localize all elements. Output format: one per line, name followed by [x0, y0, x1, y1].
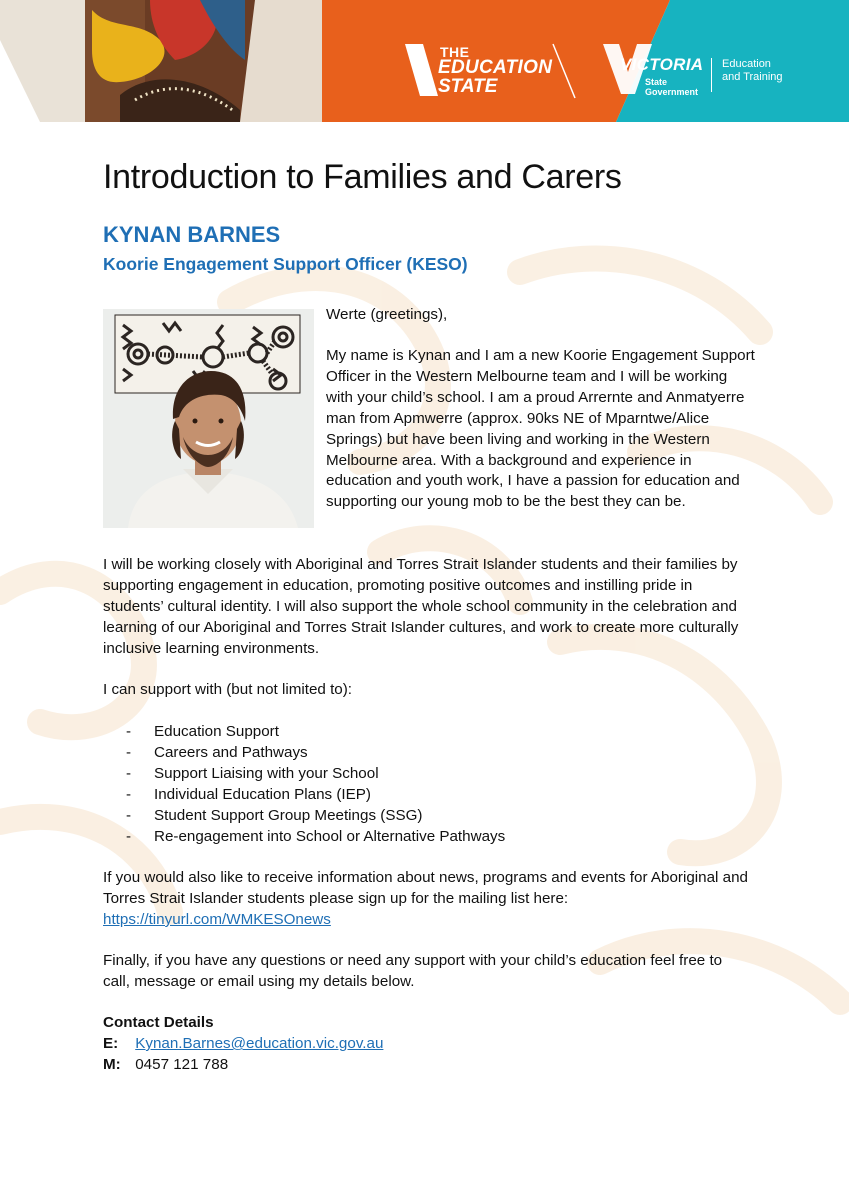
support-lead-text: I can support with (but not limited to):: [103, 681, 353, 698]
victoria-government-text: Government: [645, 87, 699, 97]
list-item: [126, 827, 505, 848]
contact-heading: Contact Details: [103, 1014, 214, 1031]
email-link[interactable]: Kynan.Barnes@education.vic.gov.au: [135, 1035, 384, 1052]
support-list: [126, 722, 505, 847]
list-item: [126, 722, 505, 743]
list-item-label: Education Support: [154, 723, 279, 740]
header-banner: [0, 0, 849, 122]
profile-photo-illustration: [103, 309, 314, 528]
victoria-logo-text: VICTORIA: [620, 55, 704, 74]
list-item: [126, 743, 505, 764]
list-item: [126, 785, 505, 806]
mailing-list-link[interactable]: https://tinyurl.com/WMKESOnews: [103, 910, 331, 928]
education-state-education: EDUCATION: [438, 57, 553, 78]
list-item: [126, 806, 505, 827]
list-item: [126, 764, 505, 785]
news-paragraph: [103, 868, 753, 931]
list-item-label: Student Support Group Meetings (SSG): [154, 806, 423, 824]
mobile-label: M:: [103, 1056, 121, 1073]
list-marker: -: [126, 764, 132, 782]
list-item-label: Careers and Pathways: [154, 743, 308, 761]
work-paragraph: I will be working closely with Aboriginal and Torres Strait Islander students and their families by supporting engagement in education, promoting positive outcomes and instilling pride in students’ cultural identity. I will also support the whole school community in the celebration and learning of our Aboriginal and Torres Strait Islander cultures, and work to create more culturally inclusive learning environments.: [103, 556, 739, 657]
closing-paragraph: Finally, if you have any questions or need any support with your child’s education feel free to call, message or email using my details below.: [103, 952, 723, 990]
greeting-text: Werte (greetings),: [326, 306, 448, 323]
list-item-label: Support Liaising with your School: [154, 764, 379, 782]
page-title: Introduction to Families and Carers: [103, 158, 622, 196]
victoria-state-text: State: [645, 77, 668, 87]
list-item-label: Re-engagement into School or Alternative Pathways: [154, 827, 506, 845]
email-label: E:: [103, 1035, 119, 1052]
list-marker: -: [126, 743, 132, 761]
education-state-the: THE: [440, 44, 470, 60]
contact-email-row: [103, 1035, 383, 1052]
list-marker: -: [126, 806, 132, 824]
department-line1: Education: [722, 58, 771, 70]
person-role: Koorie Engagement Support Officer (KESO): [103, 254, 468, 274]
news-text: If you would also like to receive information about news, programs and events for Aboriginal and Torres Strait Islander students please sign up for the mailing list here:: [103, 869, 748, 907]
profile-photo: [103, 309, 314, 528]
list-marker: -: [126, 723, 132, 740]
contact-mobile-row: [103, 1056, 228, 1073]
education-state-state: STATE: [438, 76, 498, 97]
list-marker: -: [126, 785, 132, 803]
person-name: KYNAN BARNES: [103, 222, 281, 247]
list-item-label: Individual Education Plans (IEP): [154, 785, 371, 803]
logo-divider: [711, 58, 712, 92]
mobile-number: 0457 121 788: [135, 1056, 229, 1073]
list-marker: -: [126, 827, 132, 845]
department-line2: and Training: [722, 71, 783, 83]
intro-paragraph: My name is Kynan and I am a new Koorie Engagement Support Officer in the Western Melbourne team and I will be working with your child’s school. I am a proud Arrernte and Anmatyerre man from Apmwerre (approx. 90ks NE of Mparntwe/Alice Springs) but have been living and working in the Western Melbourne area. With a background and experience in education and youth work, I have a passion for education and supporting our young mob to be the best they can be.: [326, 347, 755, 511]
